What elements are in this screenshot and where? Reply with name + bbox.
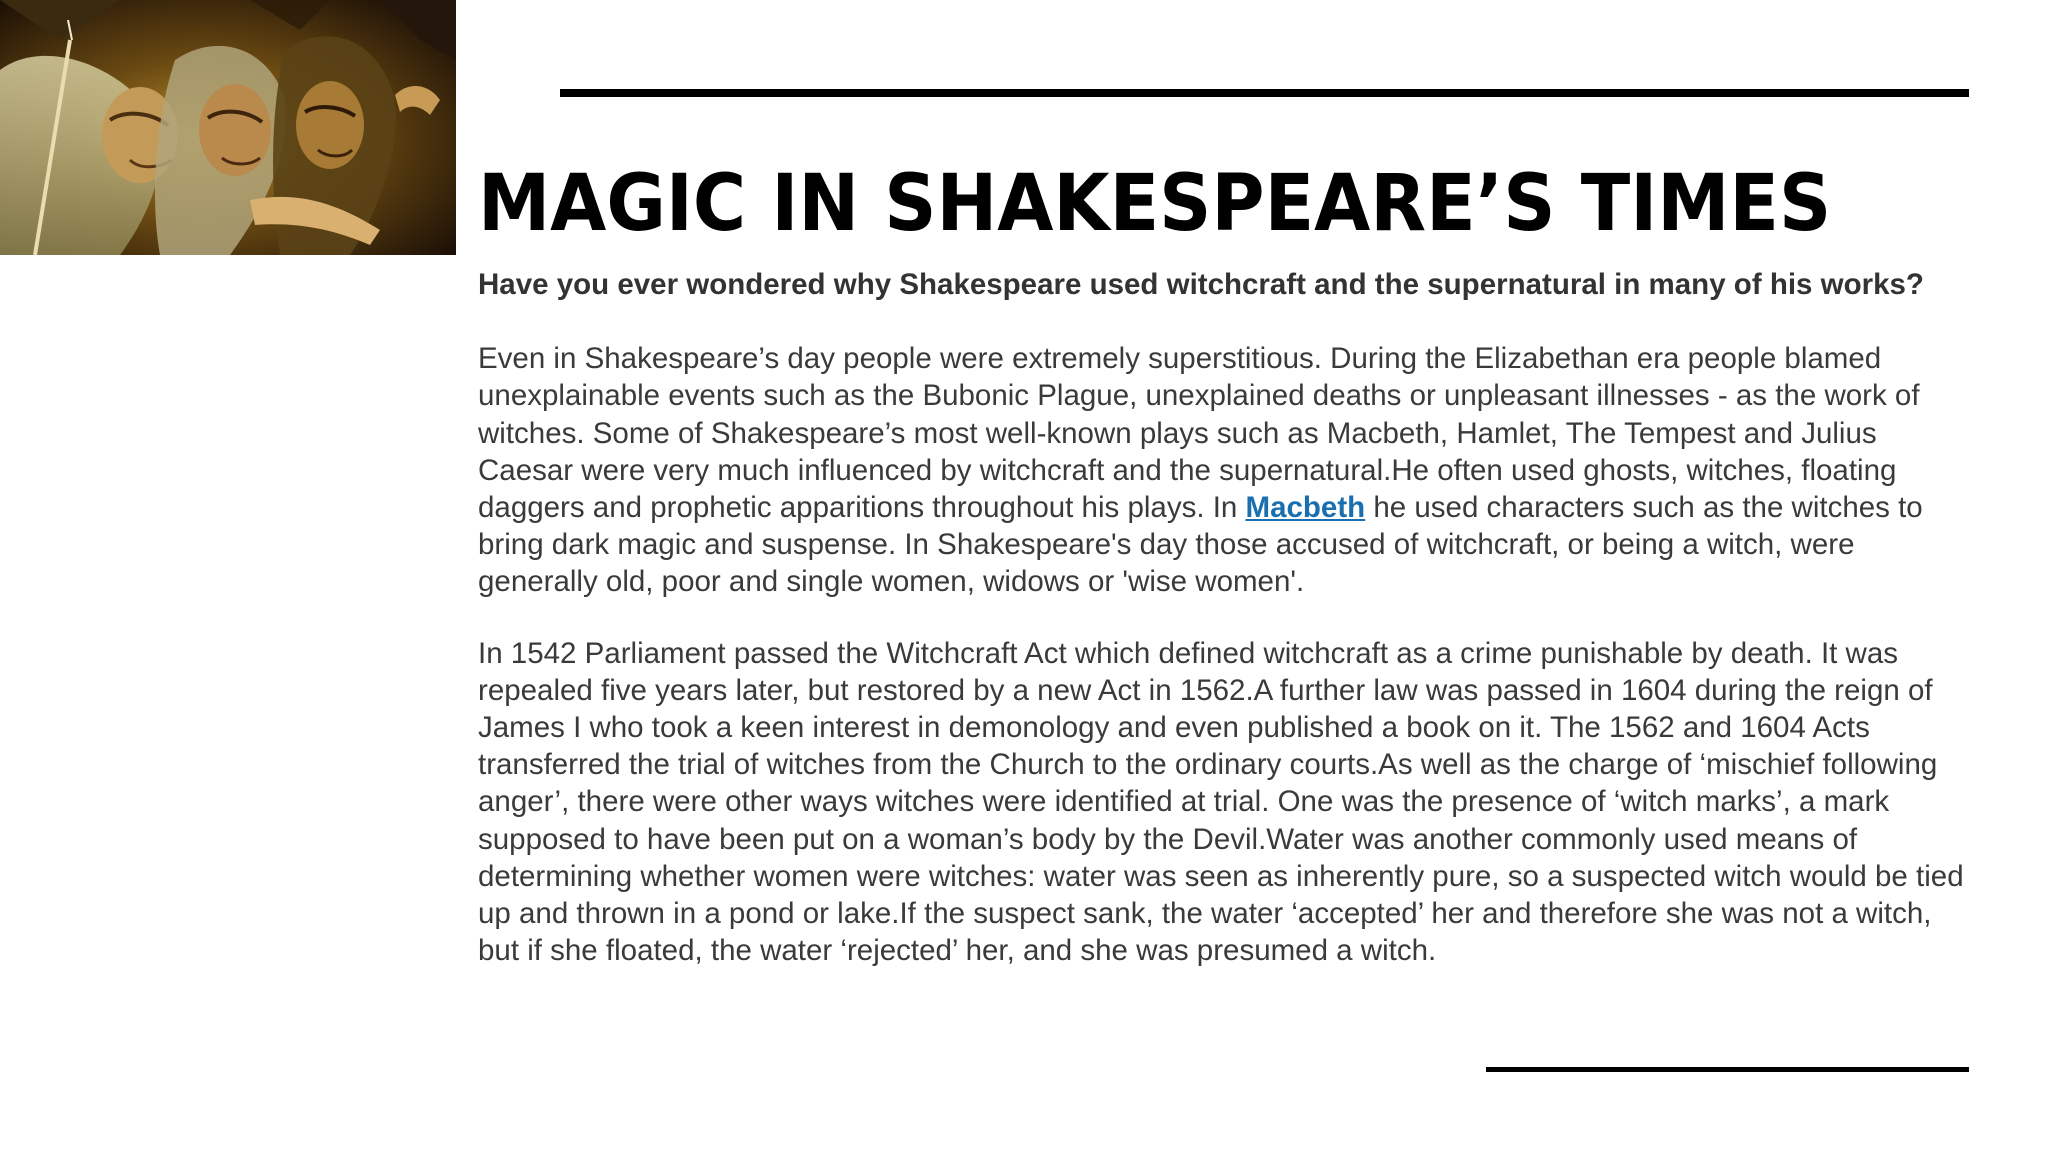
macbeth-link[interactable]: Macbeth xyxy=(1245,491,1366,525)
slide-title: MAGIC IN SHAKESPEARE’S TIMES xyxy=(478,159,1832,249)
top-divider-line xyxy=(560,89,1969,97)
paragraph-witchcraft-act: In 1542 Parliament passed the Witchcraft Act which defined witchcraft as a crime punishable by death. It was repealed five years later, but restored by a new Act in 1562.A further law was passed in 1604 during the reign of James I who took a keen interest in demonology and even published a book on it. The 1562 and 1604 Acts transferred the trial of witches from the Church to the ordinary courts.As well as the charge of ‘mischief following anger’, there were other ways witches were identified at trial. One was the presence of ‘witch marks’, a mark supposed to have been put on a woman’s body by the Devil.Water was another commonly used means of determining whether women were witches: water was seen as inherently pure, so a suspected witch would be tied up and thrown in a pond or lake.If the suspect sank, the water ‘accepted’ her and therefore she was not a witch, but if she floated, the water ‘rejected’ her, and she was presumed a witch. xyxy=(478,636,1964,968)
paragraph-superstition-text-cont: he used characters such as the witches to bring dark magic and suspense. In Shakespeare's day those accused of witchcraft, or being a witch, were generally old, poor and single women, widows or 'wise women'. xyxy=(478,491,1923,599)
lead-question: Have you ever wondered why Shakespeare used witchcraft and the supernatural in many of his works? xyxy=(478,268,1924,301)
paragraph-superstition xyxy=(478,340,1978,600)
bottom-divider-line xyxy=(1486,1067,1969,1072)
paragraph-superstition-text: Even in Shakespeare’s day people were extremely superstitious. During the Elizabethan era people blamed unexplainable events such as the Bubonic Plague, unexplained deaths or unpleasant illnesses - as the work of witches. Some of Shakespeare’s most well-known plays such as Macbeth, Hamlet, The Tempest and Julius Caesar were very much influenced by witchcraft and the supernatural.He often used ghosts, witches, floating daggers and prophetic apparitions throughout his plays. In xyxy=(478,342,1920,525)
slide-body xyxy=(478,266,1978,969)
three-witches-painting xyxy=(0,0,456,255)
